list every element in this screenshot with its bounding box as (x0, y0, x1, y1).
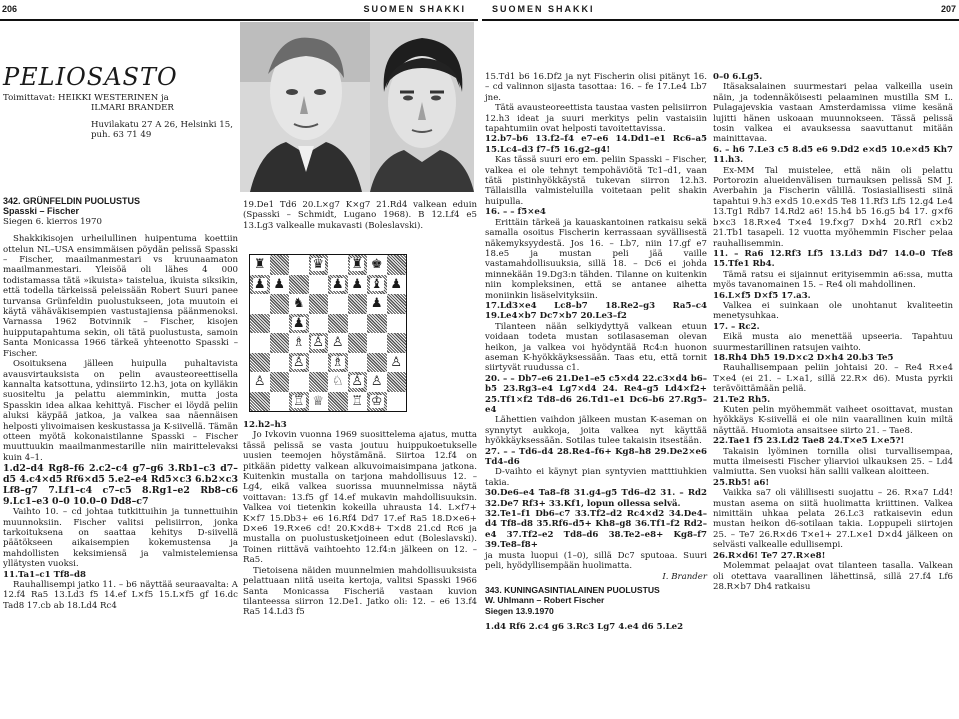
col4-paragraph-4: Valkea ei suinkaan ole unohtanut kvaliteetin menetysuhkaa. (713, 300, 953, 322)
editors-label: Toimittavat: (3, 93, 56, 103)
board-square (348, 314, 368, 334)
game-342-players: Spasski – Fischer (3, 206, 80, 217)
board-square (289, 314, 309, 334)
board-square (250, 314, 270, 334)
board-square (367, 333, 387, 353)
col4-paragraph-7: Kuten pelin myöhemmät vaiheet osoittavat, mustan hyökkäys K-siivellä ei ole niin vaarallinen kuin miltä näyttää. Huomiota ansaitsee siirto 21. – Tae8. (713, 405, 953, 436)
col2-paragraph-1: 19.De1 Td6 20.L×g7 K×g7 21.Rd4 valkean eduin (Spasski – Schmidt, Lugano 1968). B 12.Lf4 e5 13.Lg3 valkealle mukavasti (Boleslavski). (243, 200, 477, 231)
board-square (387, 372, 407, 392)
col3-moves-4: 20. – – Db7–e6 21.De1–e5 c5×d4 22.c3×d4 b6–b5 23.Rg3–e4 Lg7×d4 24. Re4–g5 Ld4×f2+ 25.Tf1×f2 Td8–d6 26.Td1–e1 Dc6–b6 27.Rg5–e4 (485, 373, 707, 415)
board-square (328, 392, 348, 412)
photo-spasski (240, 22, 370, 192)
col4-moves-4: 16.L×f5 D×f5 17.a3. (713, 290, 811, 301)
col4-paragraph-1: Itäsaksalainen suurmestari pelaa valkeilla usein näin, ja todennäköisesti pelaaminen mustilla SM L. Pulagajevskia vastaan Amsterdamissa viime kesänä lujitti hänen uskoaan muunnokseen. Tässä pelissä tosin valkea ei avauksessa saavuttanut mitään mainittavaa. (713, 82, 953, 145)
white-pawn-icon: ♙ (312, 335, 325, 351)
white-knight-icon: ♘ (331, 374, 344, 390)
col4-paragraph-5: Eikä musta aio menettää upseeria. Tapahtuu suurmestarillinen ratsujen vaihto. (713, 332, 953, 353)
board-square (270, 294, 290, 314)
board-square (289, 392, 309, 412)
game-342-moves-1: 1.d2–d4 Rg8–f6 2.c2–c4 g7–g6 3.Rb1–c3 d7–d5 4.c4×d5 Rf6×d5 5.e2–e4 Rd5×c3 6.b2×c3 Lf8–g7 7.Lf1–c4 c7–c5 8.Rg1–e2 Rb8–c6 9.Lc1–e3 0–0 10.0–0 Dd8–c7 (3, 463, 238, 508)
col4-moves-3: 11. – Ra6 12.Rf3 Lf5 13.Ld3 Dd7 14.0–0 Tfe8 15.Tfe1 Rb4. (713, 248, 953, 270)
column-4 (713, 72, 953, 592)
board-square (250, 294, 270, 314)
col3-moves-6: 30.De6–e4 Ta8–f8 31.g4–g5 Td6–d2 31. – Rd2 32.De7 Rf3+ 33.Kf1, lopun ollessa selvä. (485, 488, 707, 509)
col3-moves-1: 12.b7–b6 13.f2–f4 e7–e6 14.Dd1–e1 Rc6–a5 15.Lc4–d3 f7–f5 16.g2–g4! (485, 134, 707, 155)
board-square (328, 333, 348, 353)
col4-moves-9: 25.Rb5! a6! (713, 477, 770, 488)
column-3 (485, 72, 707, 633)
game-342-paragraph-4: Rauhallisempi jatko 11. – b6 näyttää seuraavalta: A 12.f4 Ra5 13.Ld3 f5 14.ef L×f5 15.L×f5 gf 16.dc Tad8 17.cb ab 18.Ld4 Rc4 (3, 580, 238, 611)
game-342-paragraph-2: Osoituksena jälleen huipulla puhaltavista avausvirtauksista on pelin avausteoreettisella kannalta katsottuna, ydinsiirto 12.h3, jota on kylläkin suositeltu ja pelattu aiemminkin, mutta josta Spasskin idea alkaa kehittyä. Fischer ei löydä peliin aluksi käypää jatkoa, ja valkea saa näennäisen helposti ylivoimaisen keskustassa ja K-siivellä. Tämän otteen myötä kokonaistilanne Spasski – Fischer muuttuukin maailmanmestarille niin mairittelevaksi kuin 4–1. (3, 359, 238, 463)
board-square (387, 353, 407, 373)
board-square (289, 255, 309, 275)
left-page-header (2, 0, 476, 18)
diagram-caption: 12.h2–h3 (243, 420, 287, 430)
board-square (270, 275, 290, 295)
col4-paragraph-2: Ex-MM Tal muistelee, että näin oli pelattu Portorozin alueidenvälisen turnauksen pelissä SM J. Averbahin ja Fischerin välillä. Tosiasiallisesti siinä tapahtui 9.h3 e×d5 10.e×d5 Te8 11.Rf3 Lf5 12.g4 Le4 13.Tg1 Rdb7 14.Rd2 a6! 15.h4 b5 16.g5 b4 17. g×f6 b×c3 18.R×e4 T×e4 19.f×g7 D×h4 20.Rf1 c×b2 21.Tb1 tasapeli. 12 vuotta myöhemmin Fischer pelaa rauhallisemmin. (713, 165, 953, 249)
masthead (3, 64, 239, 141)
col4-paragraph-10: Molemmat pelaajat ovat tilanteen tasalla. Valkean oli otettava vaarallinen lähettinsä, sillä 27.f4 Lf6 28.R×b7 Dh4 ratkaisu (713, 561, 953, 592)
col4-moves-1: 0–0 6.Lg5. (713, 72, 763, 82)
header-rule-left (0, 19, 478, 21)
col3-moves-3: 17.Ld3×e4 Lc8–b7 18.Re2–g3 Ra5–c4 19.Le4×b7 Dc7×b7 20.Le3–f2 (485, 300, 707, 322)
board-square (367, 372, 387, 392)
col3-paragraph-3: Kas tässä suuri ero em. peliin Spasski – Fischer, valkea ei ole tehnyt tempohäviötä Tc1–d1, vaan tätä pistinhyökkäystä tukevan siirron 12.h3. Tällaisilla valmisteluilla voitetaan pelit shakin huipulla. (485, 155, 707, 207)
board-square (387, 392, 407, 412)
board-square (250, 333, 270, 353)
board-square (270, 353, 290, 373)
black-pawn-icon: ♟ (351, 276, 364, 292)
white-bishop-icon: ♗ (292, 335, 305, 351)
white-pawn-icon: ♙ (370, 374, 383, 390)
board-square (348, 372, 368, 392)
board-square (387, 333, 407, 353)
col4-moves-8: 22.Tae1 f5 23.Ld2 Tae8 24.T×e5 L×e5?! (713, 436, 905, 447)
black-queen-icon: ♛ (312, 257, 325, 273)
black-rook-icon: ♜ (253, 257, 266, 273)
board-square (309, 314, 329, 334)
photo-fischer (370, 22, 474, 192)
board-square (328, 294, 348, 314)
white-pawn-icon: ♙ (331, 335, 344, 351)
game-342-paragraph-3: Vaihto 10. – cd johtaa tutkittuihin ja tunnettuihin muunnoksiin. Fischer valitsi pelisiirron, jonka tarkoituksena on saattaa kehitys D-siivellä päätökseen aikaisempien kokemustensa ja mahdollisten keksimiensä ja valmistelemiensa yllätysten vuoksi. (3, 507, 238, 570)
white-pawn-icon: ♙ (390, 354, 403, 370)
col2-paragraph-2: Jo Ivkovin vuonna 1969 suosittelema ajatus, mutta tässä pelissä se vasta joutuu huippukoetukselle uusien teemojen höystämänä. Siirtoa 12.f4 on pitkään pidetty valkean alkuvoimaisimpana jatkona. Kuitenkin mustalla on tarjona mahdollisuus 12. – Lg4, eikä valkea suorissa muunnelmissa näytä voittavan: 13.f5 gf 14.ef mukavin mahdollisuuksin. Valkea voi tietenkin kokeilla uhrausta 14. L×f7+ K×f7 15.Db3+ e6 16.Rf4 Dd7 17.ef Ra5 18.D×e6+ D×e6 19.R×e6 cd! 20.K×d8+ T×d8 21.cd Rc6 ja mustalla on puolustusketjoineen edut (Boleslavski). Toinen riittävä vaihtoehto 12.f4:n jälkeen on 12. – Ra5. (243, 430, 477, 566)
board-square (348, 392, 368, 412)
board-square (309, 255, 329, 275)
col4-moves-6: 18.Rh4 Dh5 19.D×c2 D×h4 20.b3 Te5 (713, 352, 894, 363)
right-page-header (486, 0, 956, 18)
board-square (309, 353, 329, 373)
black-pawn-icon: ♟ (273, 276, 286, 292)
board-square (328, 372, 348, 392)
board-square (367, 353, 387, 373)
board-square (387, 255, 407, 275)
board-square (348, 353, 368, 373)
running-title-left: SUOMEN SHAKKI (363, 4, 466, 14)
col4-moves-2: 6. – h6 7.Le3 c5 8.d5 e6 9.Dd2 e×d5 10.e×d5 Kh7 11.h3. (713, 144, 953, 166)
col3-moves-2: 16. – – f5×e4 (485, 207, 546, 218)
game-343-players: W. Uhlmann – Robert Fischer (485, 595, 605, 606)
col4-paragraph-6: Rauhallisempaan peliin johtaisi 20. – Re4 R×e4 T×e4 (ei 21. – L×a1, sillä 22.R× d6). Musta pyrkii terävöittämään peliä. (713, 363, 953, 395)
game-342-moves-2: 11.Ta1–c1 Tf8–d8 (3, 569, 86, 580)
author-signature: I. Brander (662, 571, 707, 582)
board-square (289, 333, 309, 353)
black-pawn-icon: ♟ (253, 276, 266, 292)
col3-moves-5: 27. – – Td6–d4 28.Re4–f6+ Kg8–h8 29.De2×e6 Td4–d6 (485, 446, 707, 468)
board-square (387, 294, 407, 314)
board-square (367, 294, 387, 314)
white-king-icon: ♔ (370, 393, 383, 409)
board-square (250, 275, 270, 295)
col3-paragraph-2: Tätä avausteoreettista taustaa vasten pelisiirron 12.h3 ideat ja suuri merkitys pelin vastaisiin tapahtumiin ovat helposti tavoitettavissa. (485, 103, 707, 135)
col4-paragraph-9: Vaikka sa7 oli välillisesti suojattu – 26. R×a7 Ld4! mustan asema on siitä huolimatta kriittinen. Valkea nimittäin uhkaa pelata 26.Lc3 ratkaisevin edun mustan heikon d6-sotilaan takia. Loppupeli siirtojen 25. – Te7 26.R×d6 T×e1+ 27.L×e1 D×d4 jälkeen on selvästi valkealle edullisempi. (713, 488, 953, 551)
col3-paragraph-4: Erittäin tärkeä ja kauaskantoinen ratkaisu sekä samalla osoitus Fischerin kerrassaan syvällisestä näkemyksyydestä. Jos 16. – Lb7, niin 17.gf e7 18.e5 ja mustan peli jää vaille vastamahdollisuuksia, sillä 18. – Dc6 ei johda minnekään 19.Dg3:n tähden. Tilanne on kuitenkin niin kompleksinen, että se antanee aihetta moniinkin lisäselvityksiin. (485, 217, 707, 301)
black-pawn-icon: ♟ (370, 296, 383, 312)
board-square (289, 353, 309, 373)
game-343-place: Siegen 13.9.1970 (485, 605, 554, 616)
board-square (309, 294, 329, 314)
white-queen-icon: ♕ (312, 393, 325, 409)
board-square (250, 255, 270, 275)
black-bishop-icon: ♝ (370, 276, 383, 292)
col3-paragraph-6: Lähettien vaihdon jälkeen mustan K-aseman on synnytyt aukkoja, joita valkea nyt käyttää hyökkäyksessään. Sotilas tulee takaisin itsestään. (485, 415, 707, 447)
black-pawn-icon: ♟ (331, 276, 344, 292)
col4-paragraph-8: Takaisin lyöminen tornilla olisi turvallisempaa, mutta ilmeisesti Fischer yliarvioi ulkauksen 25. – Ld4 valmiutta. Sen vuoksi hän sallii valkean aloitteen. (713, 446, 953, 478)
board-square (270, 372, 290, 392)
game-342-place: Siegen 6. kierros 1970 (3, 216, 102, 227)
board-square (270, 333, 290, 353)
chess-diagram (249, 254, 407, 412)
col4-moves-10: 26.R×d6! Te7 27.R×e8! (713, 550, 826, 561)
black-pawn-icon: ♟ (292, 315, 305, 331)
board-square (270, 314, 290, 334)
board-square (348, 294, 368, 314)
white-rook-icon: ♖ (292, 393, 305, 409)
white-rook-icon: ♖ (351, 393, 364, 409)
board-square (387, 275, 407, 295)
black-rook-icon: ♜ (351, 257, 364, 273)
phone: puh. 63 71 49 (91, 130, 152, 141)
board-square (250, 392, 270, 412)
column-2-lower (243, 420, 477, 618)
running-title-right: SUOMEN SHAKKI (492, 4, 595, 14)
board-square (367, 275, 387, 295)
editor-1: HEIKKI WESTERINEN ja (57, 93, 169, 103)
board-square (367, 392, 387, 412)
editor-2: ILMARI BRANDER (91, 103, 174, 114)
col3-moves-7: 32.Te1–f1 Db6–c7 33.Tf2–d2 Rc4×d2 34.De4–d4 Tf8–d8 35.Rf6–d5+ Kh8–g8 36.Tf1–f2 Rd2–e4 37.Tf2–e2 Td8–d6 38.Te2–e8+ Kg8–f7 39.Te8–f8+ (485, 509, 707, 551)
board-square (250, 372, 270, 392)
header-rule-right (482, 19, 959, 21)
board-square (309, 333, 329, 353)
column-2 (243, 200, 477, 231)
address: Huvilakatu 27 A 26, Helsinki 15, (91, 119, 233, 130)
board-square (328, 275, 348, 295)
game-342-intro: Shakkikisojen urheilullinen huipentuma koettiin ottelun NL–USA ensimmäisen pöydän pelissä Spasski – Fischer, maailmanmestari vs kruunaamaton maailmanmestari. Yleisöä oli lähes 4 000 todistamassa tätä »ikuista» taistelua, ikuista siksikin, että todella tärkeissä peleissään Robert Suuri panee turvansa Grünfeldin puolustukseen, jota muutoin ei käytä vähäväkisempien vastustajiensa päänmenoksi. Varnassa 1962 Botvinnik – Fischer, kisojen huipputapahtuma sekin, oli tätä puolustusta, samoin Santa Monicassa 1966 tärkeä yhteenotto Spasski – Fischer. (3, 234, 238, 359)
column-1 (3, 196, 238, 611)
board-square (270, 392, 290, 412)
section-title: PELIOSASTO (3, 63, 178, 91)
board-square (328, 314, 348, 334)
board-square (309, 392, 329, 412)
board-square (250, 353, 270, 373)
board-square (348, 255, 368, 275)
board-square (328, 353, 348, 373)
board-square (309, 275, 329, 295)
board-square (328, 255, 348, 275)
col4-moves-5: 17. – Rc2. (713, 321, 760, 332)
board-square (387, 314, 407, 334)
board-square (309, 372, 329, 392)
board-square (289, 294, 309, 314)
board-square (367, 255, 387, 275)
board-square (289, 372, 309, 392)
game-343-title: 343. KUNINGASINTIALAINEN PUOLUSTUS (485, 584, 660, 595)
white-pawn-icon: ♙ (292, 354, 305, 370)
col2-paragraph-3: Tietoisena näiden muunnelmien mahdollisuuksista pelattuaan niitä useita kertoja, valitsi Spasski 1966 Santa Monicassa Fischeriä vastaan kuvion tilanteessa siirron 12.De1. Jatko oli: 12. – e6 13.f4 Ra5 14.Ld3 f5 (243, 565, 477, 618)
col3-paragraph-5: Tilanteen nään selkiydyttyä valkean etuun voidaan todeta mustan sotilasaseman olevan heikon, ja valkea voi hyödyntää Rc4:n huonon aseman K-hyökkäyksessään. Taas etu, että tornit siirtyvät ruudussa c1. (485, 321, 707, 374)
white-bishop-icon: ♗ (331, 354, 344, 370)
black-king-icon: ♚ (370, 257, 383, 273)
col3-paragraph-8: ja musta luopui (1–0), sillä Dc7 sputoaa. Suuri peli, hyödyllisempään huolimatta. (485, 550, 707, 572)
board-square (367, 314, 387, 334)
col4-paragraph-3: Tämä ratsu ei sijainnut erityisemmin a6:ssa, mutta myös tavanomainen 15. – Re4 oli mahdollinen. (713, 269, 953, 291)
game-343-moves: 1.d4 Rf6 2.c4 g6 3.Rc3 Lg7 4.e4 d6 5.Le2 (485, 622, 684, 633)
page-number-left: 206 (2, 4, 18, 14)
game-342-title: 342. GRÜNFELDIN PUOLUSTUS (3, 196, 141, 206)
black-knight-icon: ♞ (292, 296, 305, 312)
col3-paragraph-1: 15.Td1 b6 16.Df2 ja nyt Fischerin olisi pitänyt 16. – cd valinnon sijasta tasottaa: 16. – fe 17.Le4 Lb7 jne. (485, 72, 707, 103)
board-square (289, 275, 309, 295)
black-pawn-icon: ♟ (390, 276, 403, 292)
white-pawn-icon: ♙ (351, 374, 364, 390)
white-pawn-icon: ♙ (253, 374, 266, 390)
board-square (348, 275, 368, 295)
col3-paragraph-7: D-vaihto ei käynyt pian syntyvien matttiuhkien takia. (485, 467, 707, 488)
board-square (270, 255, 290, 275)
col4-moves-7: 21.Te2 Rh5. (713, 394, 771, 405)
board-square (348, 333, 368, 353)
page-number-right: 207 (940, 4, 956, 14)
